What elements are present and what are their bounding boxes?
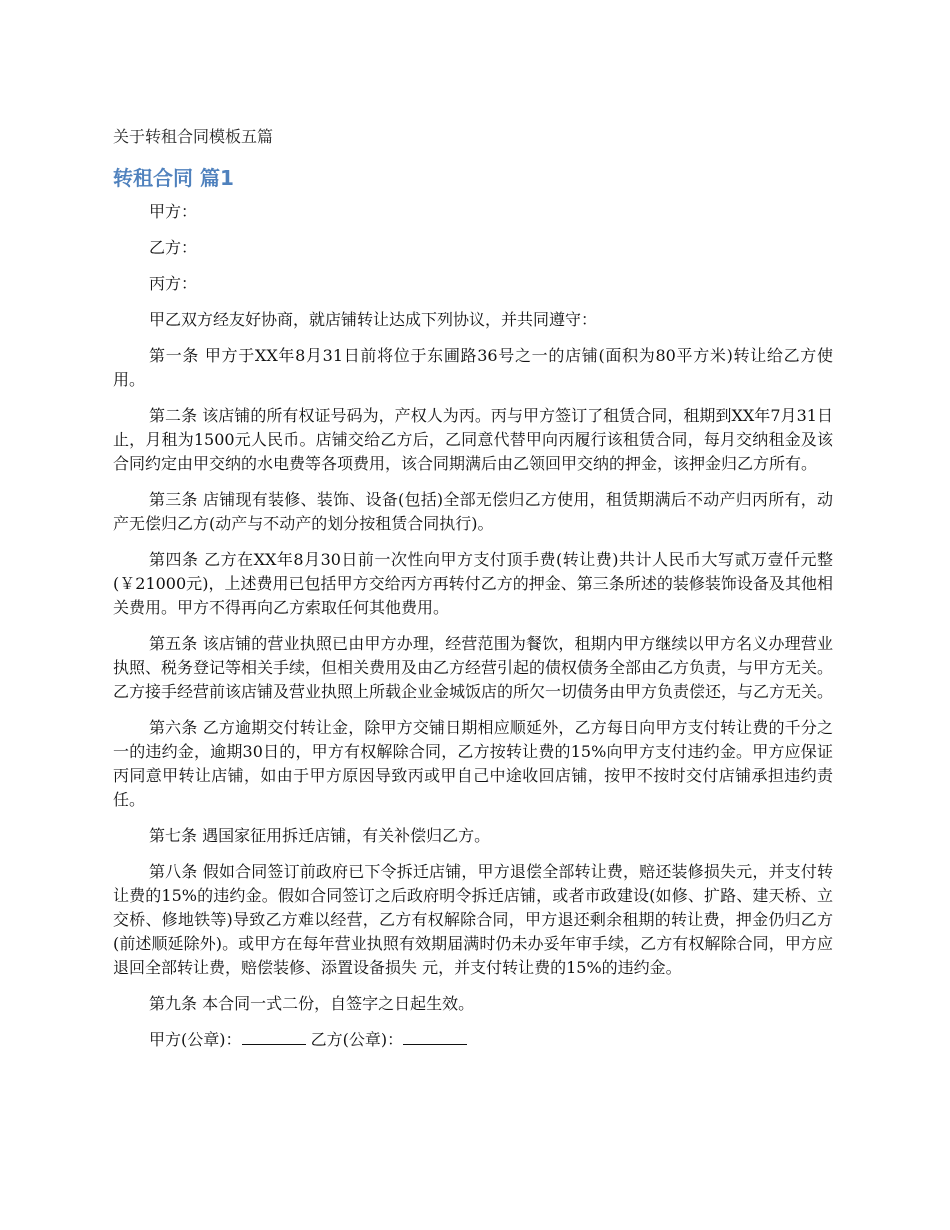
document-body — [113, 200, 833, 1064]
paragraph-party-b: 乙方： — [149, 238, 198, 257]
paragraph-article-4: 第四条 乙方在XX年8月30日前一次性向甲方支付顶手费(转让费)共计人民币大写贰万壹仟元整(￥21000元)，上述费用已包括甲方交给丙方再转付乙方的押金、第三条所述的装修装饰设备及其他相关费用。甲方不得再向乙方索取任何其他费用。 — [113, 550, 833, 617]
document-title: 关于转租合同模板五篇 — [113, 127, 274, 146]
paragraph-preamble: 甲乙双方经友好协商，就店铺转让达成下列协议，并共同遵守： — [149, 310, 598, 329]
section-heading: 转租合同 篇1 — [113, 166, 234, 190]
paragraph-article-2: 第二条 该店铺的所有权证号码为，产权人为丙。丙与甲方签订了租赁合同，租期到XX年7月31日止，月租为1500元人民币。店铺交给乙方后，乙同意代替甲向丙履行该租赁合同，每月交纳租金及该合同约定由甲交纳的水电费等各项费用，该合同期满后由乙领回甲交纳的押金，该押金归乙方所有。 — [113, 406, 833, 473]
paragraph-article-8: 第八条 假如合同签订前政府已下令拆迁店铺，甲方退偿全部转让费，赔还装修损失元，并支付转让费的15%的违约金。假如合同签订之后政府明令拆迁店铺，或者市政建设(如修、扩路、建天桥、立交桥、修地铁等)导致乙方难以经营，乙方有权解除合同，甲方退还剩余租期的转让费，押金仍归乙方(前述顺延除外)。或甲方在每年营业执照有效期届满时仍未办妥年审手续，乙方有权解除合同，甲方应退回全部转让费，赔偿装修、添置设备损失 元，并支付转让费的15%的违约金。 — [113, 862, 833, 977]
paragraph-party-a: 甲方： — [149, 202, 198, 221]
signature-line — [113, 1028, 833, 1052]
paragraph-article-3: 第三条 店铺现有装修、装饰、设备(包括)全部无偿归乙方使用，租赁期满后不动产归丙所有，动产无偿归乙方(动产与不动产的划分按租赁合同执行)。 — [113, 490, 833, 533]
party-b-seal-label: 乙方(公章)： — [310, 1030, 404, 1049]
paragraph-article-7: 第七条 遇国家征用拆迁店铺，有关补偿归乙方。 — [149, 826, 491, 845]
paragraph-article-1: 第一条 甲方于XX年8月31日前将位于东圃路36号之一的店铺(面积为80平方米)转让给乙方使用。 — [113, 346, 833, 389]
paragraph-article-6: 第六条 乙方逾期交付转让金，除甲方交铺日期相应顺延外，乙方每日向甲方支付转让费的千分之一的违约金，逾期30日的，甲方有权解除合同，乙方按转让费的15%向甲方支付违约金。甲方应保证丙同意甲转让店铺，如由于甲方原因导致丙或甲自己中途收回店铺，按甲不按时交付店铺承担违约责任。 — [113, 718, 833, 809]
paragraph-article-5: 第五条 该店铺的营业执照已由甲方办理，经营范围为餐饮，租期内甲方继续以甲方名义办理营业执照、税务登记等相关手续，但相关费用及由乙方经营引起的债权债务全部由乙方负责，与甲方无关。乙方接手经营前该店铺及营业执照上所载企业金城饭店的所欠一切债务由甲方负责偿还，与乙方无关。 — [113, 634, 834, 701]
party-a-signature-blank — [242, 1028, 306, 1045]
party-b-signature-blank — [403, 1028, 467, 1045]
paragraph-party-c: 丙方： — [149, 274, 198, 293]
party-a-seal-label: 甲方(公章)： — [149, 1030, 242, 1049]
paragraph-article-9: 第九条 本合同一式二份，自签字之日起生效。 — [149, 994, 475, 1013]
